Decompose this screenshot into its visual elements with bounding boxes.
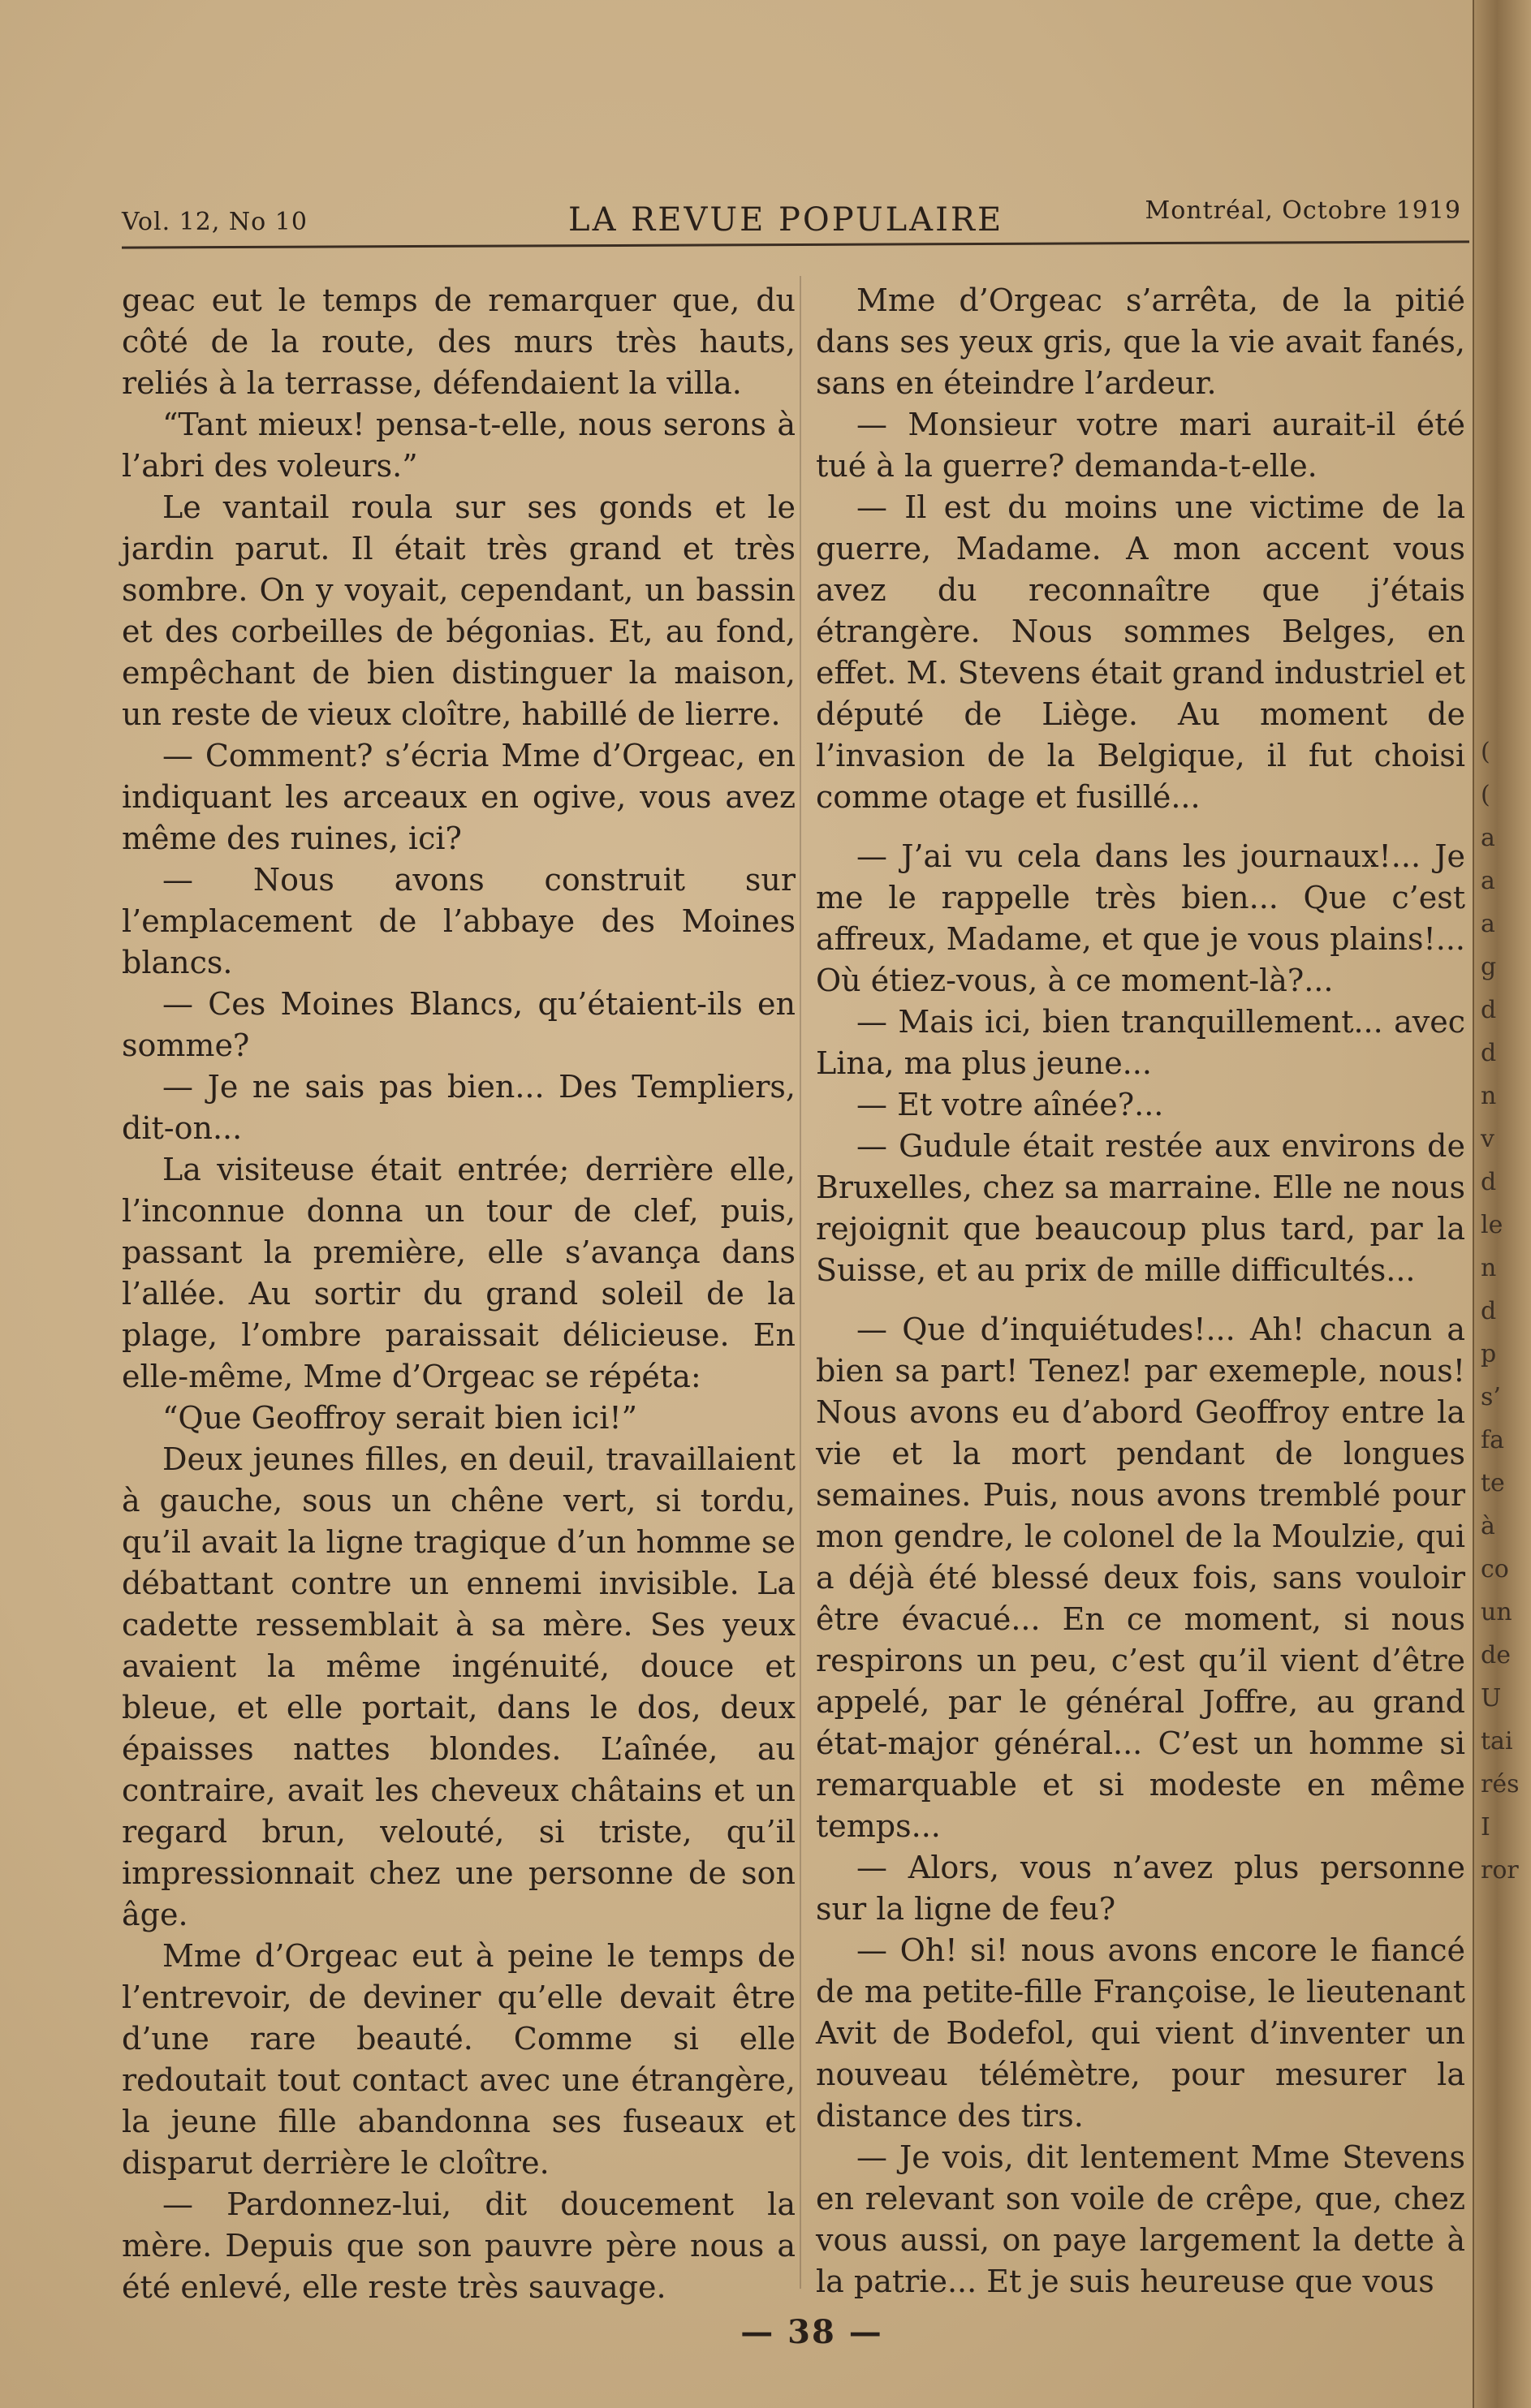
paragraph: — Je ne sais pas bien... Des Templiers, dit-on... <box>122 1069 796 1146</box>
paragraph: — Nous avons construit sur l’emplacement de l’abbaye des Moines blancs. <box>122 862 796 980</box>
paragraph: — Oh! si! nous avons encore le fiancé de ma petite-fille Françoise, le lieutenant Avit de Bodefol, qui vient d’inventer un nouveau télémètre, pour mesurer la distance des tirs. <box>816 1932 1465 2134</box>
paragraph: — Pardonnez-lui, dit doucement la mère. Depuis que son pauvre père nous a été enlevé, elle reste très sauvage. <box>122 2186 796 2305</box>
paragraph: — Monsieur votre mari aurait-il été tué à la guerre? demanda-t-elle. <box>816 407 1465 484</box>
paragraph: — Je vois, dit lentement Mme Stevens en relevant son voile de crêpe, que, chez vous aussi, on paye largement la dette à la patrie... Et je suis heureuse que vous <box>816 2139 1465 2299</box>
spine-fragment: v <box>1481 1125 1494 1153</box>
paragraph: “Que Geoffroy serait bien ici!” <box>162 1400 638 1436</box>
spine-fragment: d <box>1481 1168 1497 1196</box>
paragraph: “Tant mieux! pensa-t-elle, nous serons à l’abri des voleurs.” <box>122 407 796 484</box>
right-text-column <box>816 280 1465 2302</box>
issue-date: Montréal, Octobre 1919 <box>1145 196 1461 225</box>
paragraph: — Ces Moines Blancs, qu’étaient-ils en somme? <box>122 986 796 1063</box>
spine-fragment: ( <box>1481 738 1490 766</box>
paragraph: — J’ai vu cela dans les journaux!... Je me le rappelle très bien... Que c’est affreux, Madame, et que je vous plains!... Où étiez-vous, à ce moment-là?... <box>816 838 1465 998</box>
paragraph: Le vantail roula sur ses gonds et le jardin parut. Il était très grand et très sombre. On y voyait, cependant, un bassin et des corbeilles de bégonias. Et, au fond, empêchant de bien distinguer la maison, un reste de vieux cloître, habillé de lierre. <box>122 489 796 732</box>
page-number: — 38 — <box>740 2313 883 2351</box>
spine-fragment: rés <box>1481 1770 1520 1798</box>
paragraph: Mme d’Orgeac eut à peine le temps de l’entrevoir, de deviner qu’elle devait être d’une rare beauté. Comme si elle redoutait tout contact avec une étrangère, la jeune fille abandonna ses fuseaux et disparut derrière le cloître. <box>122 1938 796 2181</box>
paragraph: Mme d’Orgeac s’arrêta, de la pitié dans ses yeux gris, que la vie avait fanés, sans en éteindre l’ardeur. <box>816 282 1465 401</box>
spine-fragment: U <box>1481 1684 1502 1712</box>
paragraph: — Mais ici, bien tranquillement... avec Lina, ma plus jeune... <box>816 1004 1465 1081</box>
paragraph: La visiteuse était entrée; derrière elle, l’inconnue donna un tour de clef, puis, passant la première, elle s’avança dans l’allée. Au sortir du grand soleil de la plage, l’ombre paraissait délicieuse. En elle-même, Mme d’Orgeac se répéta: <box>122 1152 796 1394</box>
paragraph: — Comment? s’écria Mme d’Orgeac, en indiquant les arceaux en ogive, vous avez même des ruines, ici? <box>122 738 796 856</box>
spine-fragment: fa <box>1481 1426 1504 1454</box>
spine-fragment: a <box>1481 824 1495 852</box>
spine-fragment: d <box>1481 1297 1497 1325</box>
spine-fragment: ( <box>1481 781 1490 809</box>
adjacent-page-fragments <box>1481 730 1528 1892</box>
paragraph: — Alors, vous n’avez plus personne sur la ligne de feu? <box>816 1850 1465 1927</box>
spine-fragment: à <box>1481 1512 1495 1540</box>
spine-fragment: I <box>1481 1813 1490 1842</box>
column-divider <box>800 276 801 2289</box>
spine-fragment: te <box>1481 1469 1505 1497</box>
left-text-column <box>122 280 796 2308</box>
paragraph: — Gudule était restée aux environs de Bruxelles, chez sa marraine. Elle ne nous rejoignit que beaucoup plus tard, par la Suisse, et au prix de mille difficultés... <box>816 1128 1465 1288</box>
spine-fragment: n <box>1481 1082 1497 1110</box>
spine-fragment: le <box>1481 1211 1503 1239</box>
paragraph: — Que d’inquiétudes!... Ah! chacun a bien sa part! Tenez! par exemeple, nous! Nous avons eu d’abord Geoffroy entre la vie et la mort pendant de longues semaines. Puis, nous avons tremblé pour mon gendre, le colonel de la Moulzie, qui a déjà été blessé deux fois, sans vouloir être évacué... En ce moment, si nous respirons un peu, c’est qu’il vient d’être appelé, par le général Joffre, au grand état-major général... C’est un homme si remarquable et si modeste en même temps... <box>816 1312 1465 1844</box>
spine-fragment: a <box>1481 910 1495 938</box>
spine-fragment: g <box>1481 953 1497 981</box>
spine-fragment: d <box>1481 996 1497 1024</box>
spine-fragment: a <box>1481 867 1495 895</box>
spine-fragment: un <box>1481 1598 1512 1626</box>
spine-fragment: n <box>1481 1254 1497 1282</box>
paragraph: — Et votre aînée?... <box>856 1087 1164 1122</box>
adjacent-page-edge <box>1473 0 1531 2408</box>
paragraph: Deux jeunes filles, en deuil, travaillaient à gauche, sous un chêne vert, si tordu, qu’il avait la ligne tragique d’un homme se débattant contre un ennemi invisible. La cadette ressemblait à sa mère. Ses yeux avaient la même ingénuité, douce et bleue, et elle portait, dans le dos, deux épaisses nattes blondes. L’aînée, au contraire, avait les cheveux châtains et un regard brun, velouté, si triste, qu’il impressionnait chez une personne de son âge. <box>122 1441 796 1932</box>
paragraph: — Il est du moins une victime de la guerre, Madame. A mon accent vous avez du reconnaître que j’étais étrangère. Nous sommes Belges, en effet. M. Stevens était grand industriel et député de Liège. Au moment de l’invasion de la Belgique, il fut choisi comme otage et fusillé... <box>816 489 1465 815</box>
spine-fragment: d <box>1481 1039 1497 1067</box>
spine-fragment: ror <box>1481 1856 1519 1885</box>
volume-number: Vol. 12, No 10 <box>122 208 308 236</box>
spine-fragment: p <box>1481 1340 1497 1368</box>
paragraph: geac eut le temps de remarquer que, du côté de la route, des murs très hauts, reliés à la terrasse, défendaient la villa. <box>122 282 796 401</box>
spine-fragment: de <box>1481 1641 1511 1669</box>
spine-fragment: tai <box>1481 1727 1513 1755</box>
spine-fragment: co <box>1481 1555 1509 1583</box>
publication-title: LA REVUE POPULAIRE <box>568 201 1004 239</box>
spine-fragment: s’ <box>1481 1383 1501 1411</box>
